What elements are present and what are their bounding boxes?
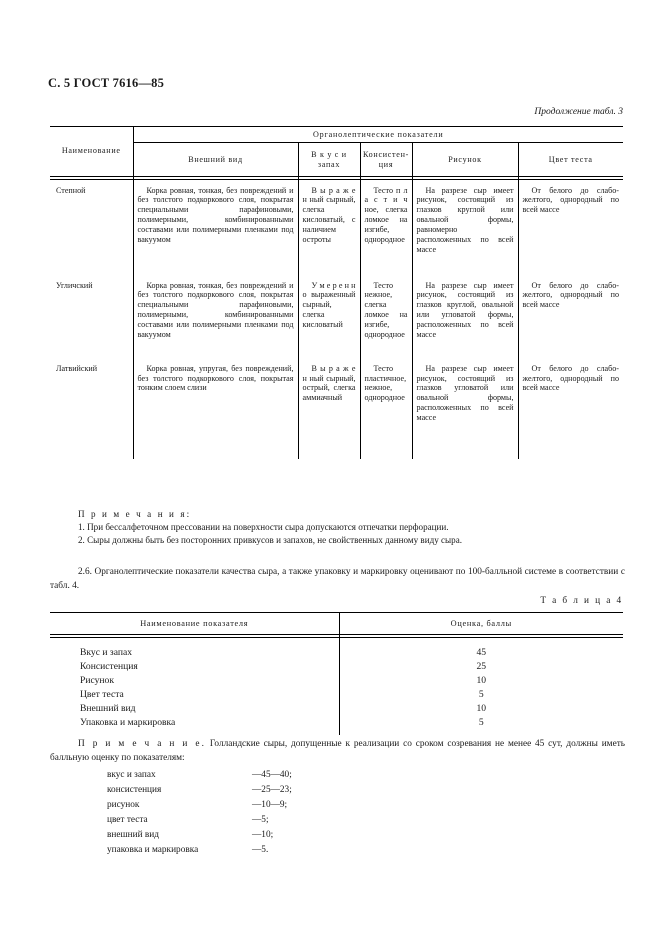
table4-cell-label: Вкус и запах bbox=[80, 646, 133, 658]
table4-cell-value: 45 bbox=[339, 645, 623, 659]
table3-header-pattern: Рисунок bbox=[412, 142, 518, 176]
table4-cell-value: 5 bbox=[339, 687, 623, 701]
table4-cell-label: Внешний вид bbox=[80, 702, 136, 714]
table3-header-group-row bbox=[50, 127, 623, 143]
table3-cell-appearance: Корка ровная, тонкая, без повреждений и без толстого подкоркового слоя, покрытая специальными парафиновыми, полимерными, комбинированными составами или полимерными пленками под вакуумом bbox=[133, 179, 298, 259]
final-note-item-value: —25—23; bbox=[252, 785, 292, 796]
table-row bbox=[50, 673, 623, 687]
table-row bbox=[50, 179, 623, 259]
page-running-head: С. 5 ГОСТ 7616—85 bbox=[48, 76, 165, 90]
list-item bbox=[50, 768, 450, 783]
table-row bbox=[50, 275, 623, 344]
table4-header-row bbox=[50, 613, 623, 635]
table3-cell-taste: В ы р а ж е н ный сырный, острый, слегка аммиачный bbox=[298, 358, 360, 427]
table3-cell-name: Латвийский bbox=[56, 363, 98, 373]
final-note-item-value: —5. bbox=[252, 845, 269, 856]
table-quality-scores bbox=[50, 612, 623, 735]
table-row bbox=[50, 715, 623, 729]
list-item bbox=[50, 843, 450, 858]
table3-header-consistency-line2: ция bbox=[378, 159, 394, 169]
clause-2-6-text: 2.6. Органолептические показатели качества сыра, а также упаковку и маркировку оценивают по 100-балльной системе в соответствии с табл. 4. bbox=[50, 567, 625, 591]
table3-cell-name: Степной bbox=[50, 179, 133, 259]
table3-caption: Продолжение табл. 3 bbox=[534, 107, 623, 117]
table3-cell-name: Угличский bbox=[56, 280, 93, 290]
final-note-item-label: цвет теста bbox=[107, 815, 148, 826]
final-note-item-value: —10; bbox=[252, 830, 274, 841]
clause-2-6 bbox=[50, 566, 625, 594]
table3-header-row bbox=[50, 142, 623, 176]
final-note-item-value: —10—9; bbox=[252, 800, 288, 811]
final-note-paragraph bbox=[50, 738, 625, 766]
table4-header-indicator: Наименование показателя bbox=[50, 613, 339, 635]
table-organoleptic-indicators bbox=[50, 126, 623, 459]
table3-header-group: Органолептические показатели bbox=[133, 127, 623, 143]
table4-cell-label: Рисунок bbox=[80, 674, 114, 686]
table3-cell-pattern: На разрезе сыр имеет рисунок, состоящий из глазков круглой, овальной или угловатой формы, расположенных по всей массе bbox=[412, 275, 518, 344]
table3-header-taste-line1: В к у с и bbox=[311, 149, 347, 159]
table-row bbox=[50, 701, 623, 715]
table4-cell-label: Упаковка и маркировка bbox=[80, 716, 176, 728]
table-row bbox=[50, 645, 623, 659]
list-item bbox=[50, 783, 450, 798]
table3-cell-pattern: На разрезе сыр имеет рисунок, состоящий из глазков круглой или овальной формы, равномерно расположенных по всей массе bbox=[412, 179, 518, 259]
table3-header-taste-line2: запах bbox=[317, 159, 341, 169]
table3-row-tail bbox=[50, 427, 623, 459]
final-note-item-label: рисунок bbox=[107, 800, 140, 811]
final-note-list bbox=[50, 768, 450, 858]
table3-cell-consistency: Тесто пластичное, нежное, однородное bbox=[360, 358, 412, 427]
table3-row-gap bbox=[50, 344, 623, 358]
table3-cell-appearance: Корка ровная, упругая, без повреждений, без толстого подкоркового слоя, покрытая тонким слоем слизи bbox=[133, 358, 298, 427]
table4-cell-value: 10 bbox=[339, 673, 623, 687]
table3-header-taste bbox=[298, 142, 360, 176]
table3-cell-consistency: Тесто п л а с т и ч ное, слегка ломкое на изгибе, однородное bbox=[360, 179, 412, 259]
table3-cell-taste: У м е р е н н о выраженный сырный, слегка кисловатый bbox=[298, 275, 360, 344]
note-item-1: 1. При бессалфеточном прессовании на поверхности сыра допускаются отпечатки перфорации. bbox=[78, 522, 449, 533]
final-note-item-value: —5; bbox=[252, 815, 269, 826]
table3-cell-appearance: Корка ровная, тонкая, без повреждений и без толстого подкоркового слоя, покрытая специальными парафиновыми, полимерными, комбинированными составами или полимерными пленками под вакуумом bbox=[133, 275, 298, 344]
final-note-item-value: —45—40; bbox=[252, 770, 292, 780]
final-note-item-label: консистенция bbox=[107, 785, 162, 796]
table3-row-gap bbox=[50, 259, 623, 275]
table3-header-consistency-line1: Консистен- bbox=[362, 149, 410, 159]
note-item-2: 2. Сыры должны быть без посторонних привкусов и запахов, не свойственных данному виду сыра. bbox=[78, 535, 463, 546]
table4-caption: Т а б л и ц а 4 bbox=[540, 596, 623, 606]
table4-row-tail bbox=[50, 729, 623, 735]
list-item bbox=[50, 813, 450, 828]
table4-cell-value: 5 bbox=[339, 715, 623, 729]
table3-header-appearance: Внешний вид bbox=[133, 142, 298, 176]
notes-title: П р и м е ч а н и я: bbox=[78, 509, 192, 519]
table4-header-pad bbox=[50, 638, 623, 645]
final-note-label: П р и м е ч а н и е. bbox=[78, 739, 207, 749]
table3-cell-pattern: На разрезе сыр имеет рисунок, состоящий из глазков угловатой или овальной формы, расположенных по всей массе bbox=[412, 358, 518, 427]
table-row bbox=[50, 687, 623, 701]
notes-block bbox=[50, 508, 623, 548]
table3-header-color: Цвет теста bbox=[518, 142, 623, 176]
final-note-item-label: упаковка и маркировка bbox=[107, 845, 199, 856]
final-note-block bbox=[50, 738, 625, 766]
table3-cell-taste: В ы р а ж е н ный сырный, слегка кисловатый, с наличием остроты bbox=[298, 179, 360, 259]
table4-header-score: Оценка, баллы bbox=[339, 613, 623, 635]
list-item bbox=[50, 798, 450, 813]
table3-header-consistency bbox=[360, 142, 412, 176]
list-item bbox=[50, 828, 450, 843]
table-row bbox=[50, 358, 623, 427]
table-row bbox=[50, 659, 623, 673]
table4-cell-value: 25 bbox=[339, 659, 623, 673]
table4-cell-value: 10 bbox=[339, 701, 623, 715]
table3-cell-color: От белого до слабо-желтого, однородный по всей массе bbox=[518, 179, 623, 259]
final-note-item-label: внешний вид bbox=[107, 830, 159, 841]
final-note-item-label: вкус и запах bbox=[107, 770, 156, 780]
table4-cell-label: Консистенция bbox=[80, 660, 138, 672]
table3-header-name: Наименование bbox=[50, 127, 133, 177]
table3-cell-color: От белого до слабо-желтого, однородный по всей массе bbox=[518, 275, 623, 344]
table3-cell-consistency: Тесто нежное, слегка ломкое на изгибе, однородное bbox=[360, 275, 412, 344]
table4-cell-label: Цвет теста bbox=[80, 688, 124, 700]
table3-cell-color: От белого до слабо-желтого, однородный по всей массе bbox=[518, 358, 623, 427]
final-note-text: Голландские сыры, допущенные к реализации со сроком созревания не менее 45 сут, должны иметь балльную оценку по показателям: bbox=[50, 739, 625, 763]
